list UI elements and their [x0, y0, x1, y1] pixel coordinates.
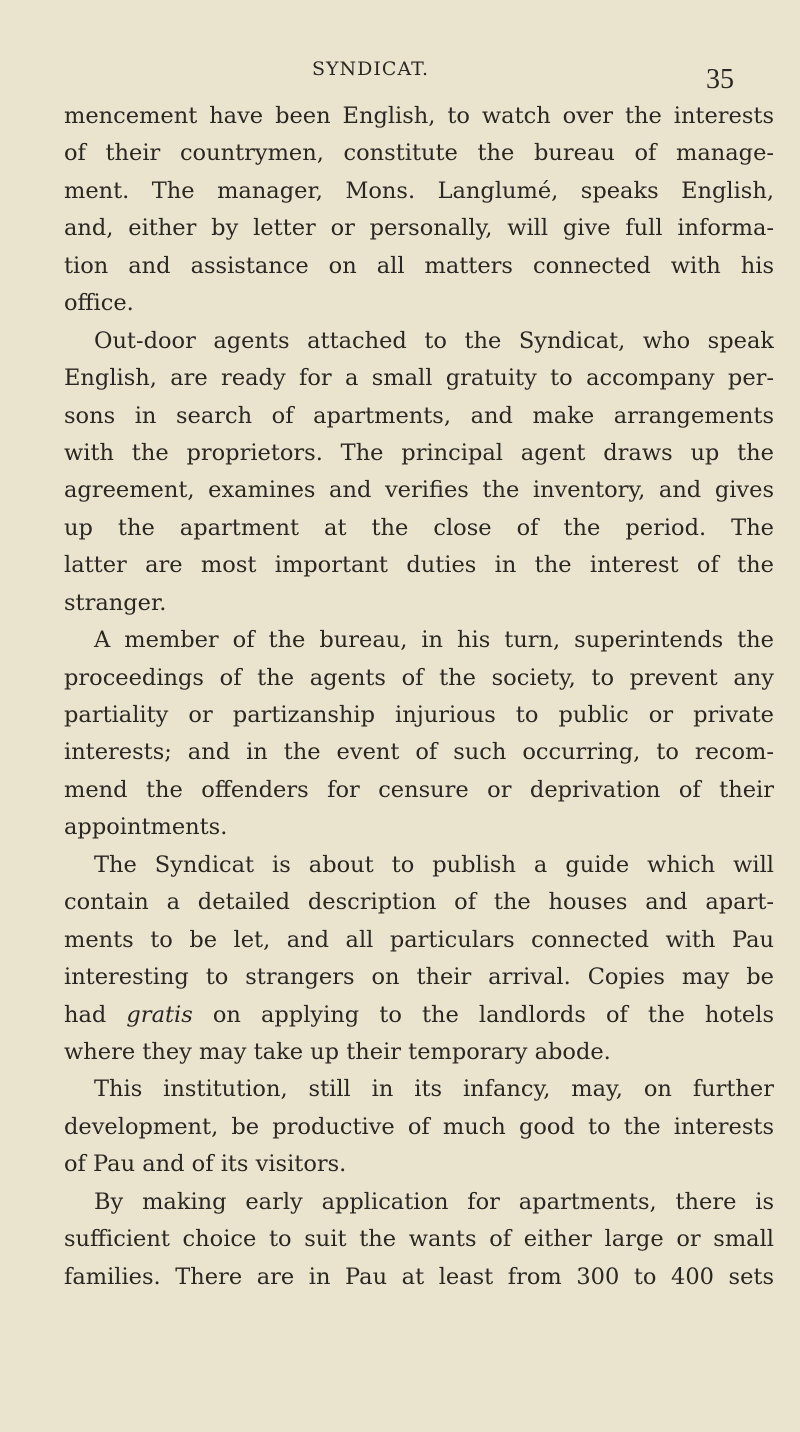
text-line: proceedings of the agents of the society, to prevent any: [64, 664, 774, 691]
text-line: Out-door agents attached to the Syndicat, who speak: [94, 327, 774, 354]
text-line: sufficient choice to suit the wants of either large or small: [64, 1226, 774, 1253]
text-line: contain a detailed description of the houses and apart-: [64, 889, 774, 916]
text-line: By making early application for apartments, there is: [94, 1188, 774, 1215]
text-line: ments to be let, and all particulars connected with Pau: [64, 926, 774, 953]
running-head: SYNDICAT.: [312, 58, 430, 80]
text-line: sons in search of apartments, and make arrangements: [64, 402, 774, 429]
italic-word: gratis: [126, 1001, 193, 1028]
text-line: interests; and in the event of such occurring, to recom-: [64, 739, 774, 766]
text-line: agreement, examines and verifies the inventory, and gives: [64, 477, 774, 504]
text-line: latter are most important duties in the interest of the: [64, 552, 774, 579]
text-line: tion and assistance on all matters connected with his: [64, 252, 774, 279]
text-line: [64, 997, 774, 1034]
text-line: The Syndicat is about to publish a guide which will: [94, 851, 774, 878]
text-line: up the apartment at the close of the period. The: [64, 514, 774, 541]
text-line: ment. The manager, Mons. Langlumé, speaks English,: [64, 177, 774, 204]
text-line: where they may take up their temporary abode.: [64, 1038, 611, 1065]
text-line: interesting to strangers on their arrival. Copies may be: [64, 964, 774, 991]
text-line: development, be productive of much good to the interests: [64, 1113, 774, 1140]
text-line: of their countrymen, constitute the bureau of manage-: [64, 140, 774, 167]
text-line: office.: [64, 290, 134, 317]
text-line: of Pau and of its visitors.: [64, 1151, 347, 1178]
text-line: and, either by letter or personally, will give full informa-: [64, 215, 774, 242]
text-line: families. There are in Pau at least from 300 to 400 sets: [64, 1263, 774, 1290]
text-line: with the proprietors. The principal agent draws up the: [64, 439, 774, 466]
text-line: partiality or partizanship injurious to public or private: [64, 702, 774, 728]
text-line: English, are ready for a small gratuity to accompany per-: [64, 365, 774, 392]
text-line: A member of the bureau, in his turn, superintends the: [94, 627, 774, 654]
text-line: stranger.: [64, 589, 167, 616]
page-number: 35: [706, 64, 734, 95]
body-text: [64, 98, 774, 1296]
text-segment: had: [64, 1001, 107, 1028]
text-segment: on applying to the landlords of the hotels: [212, 1001, 774, 1028]
text-line: appointments.: [64, 814, 228, 841]
text-line: mend the offenders for censure or deprivation of their: [64, 776, 774, 803]
text-line: mencement have been English, to watch over the interests: [64, 103, 774, 129]
text-line: This institution, still in its infancy, may, on further: [94, 1076, 774, 1103]
